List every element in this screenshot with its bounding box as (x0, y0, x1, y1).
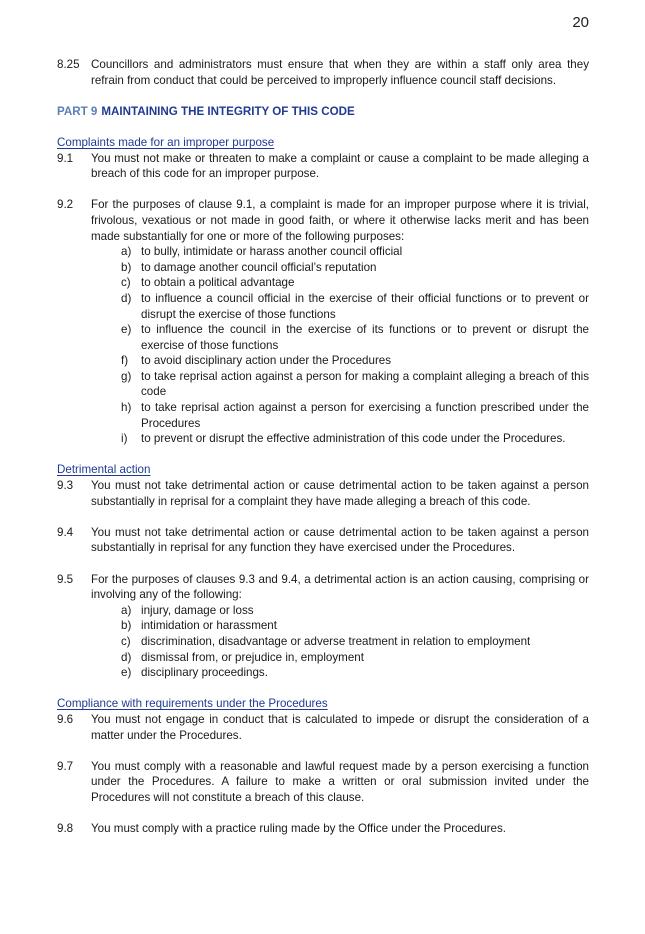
list-item (57, 322, 589, 353)
part-heading (57, 104, 589, 120)
clause-9-6 (57, 712, 589, 743)
list-item (57, 244, 589, 260)
clause-9-2 (57, 197, 589, 244)
clause-number: 9.5 (57, 572, 74, 586)
clause-number: 9.2 (57, 198, 74, 212)
clause-9-5 (57, 572, 589, 603)
section-heading-detrimental: Detrimental action (57, 463, 151, 477)
list-text: disciplinary proceedings. (141, 666, 268, 680)
clause-number: 9.1 (57, 151, 74, 165)
clause-9-7 (57, 759, 589, 806)
clause-text: Councillors and administrators must ensure that when they are within a staff only area they refrain from conduct that could be perceived to improperly influence council staff decisions. (91, 58, 589, 87)
part-title: MAINTAINING THE INTEGRITY OF THIS CODE (101, 104, 355, 118)
list-text: intimidation or harassment (141, 619, 277, 633)
clause-number: 9.4 (57, 525, 74, 539)
clause-text: You must not make or threaten to make a complaint or cause a complaint to be made alleging a breach of this code for an improper purpose. (91, 151, 589, 181)
list-letter: h) (121, 401, 132, 415)
list-letter: d) (121, 650, 132, 664)
list-letter: g) (121, 369, 132, 383)
list-item (57, 400, 589, 431)
part-label: PART 9 (57, 104, 98, 118)
clause-9-3 (57, 478, 589, 509)
list-text: to influence the council in the exercise of its functions or to prevent or disrupt the exercise of those functions (141, 323, 589, 352)
list-item (57, 431, 589, 447)
list-item (57, 603, 589, 619)
list-item (57, 650, 589, 666)
list-item (57, 618, 589, 634)
list-letter: c) (121, 634, 131, 648)
clause-text: You must comply with a reasonable and lawful request made by a person exercising a function under the Procedures. A failure to make a written or oral submission invited under the Procedures will not constitute a breach of this clause. (91, 759, 589, 804)
list-item (57, 665, 589, 681)
list-letter: b) (121, 619, 132, 633)
clause-9-4 (57, 525, 589, 556)
clause-text: You must not take detrimental action or cause detrimental action to be taken against a person substantially in reprisal for a complaint they have made alleging a breach of this code. (91, 479, 589, 508)
list-item (57, 291, 589, 322)
list-text: to take reprisal action against a person for exercising a function prescribed under the Procedures (141, 401, 589, 430)
list-text: to prevent or disrupt the effective administration of this code under the Procedures. (141, 432, 566, 446)
clause-text: You must not take detrimental action or cause detrimental action to be taken against a person substantially in reprisal for any function they have exercised under the Procedures. (91, 525, 589, 555)
clause-9-1 (57, 151, 589, 182)
list-letter: e) (121, 666, 132, 680)
list-text: to influence a council official in the exercise of their official functions or to prevent or disrupt the exercise of those functions (141, 291, 589, 321)
clause-number: 9.8 (57, 822, 74, 836)
list-item (57, 369, 589, 400)
clause-9-8 (57, 821, 589, 837)
page-content (57, 57, 589, 837)
list-text: injury, damage or loss (141, 603, 254, 617)
clause-text: For the purposes of clause 9.1, a complaint is made for an improper purpose where it is trivial, frivolous, vexatious or not made in good faith, or where it otherwise lacks merit and has been made substantially for one or more of the following purposes: (91, 198, 589, 243)
clause-number: 8.25 (57, 58, 80, 71)
list-text: to take reprisal action against a person for making a complaint alleging a breach of this code (141, 369, 589, 399)
clause-text: You must comply with a practice ruling made by the Office under the Procedures. (91, 822, 507, 836)
list-text: to avoid disciplinary action under the Procedures (141, 354, 392, 368)
list-letter: a) (121, 245, 132, 259)
list-text: to bully, intimidate or harass another council official (141, 245, 403, 259)
list-letter: d) (121, 291, 132, 305)
list-item (57, 353, 589, 369)
section-heading-compliance: Compliance with requirements under the Procedures (57, 697, 328, 711)
list-text: dismissal from, or prejudice in, employment (141, 650, 364, 664)
clause-number: 9.3 (57, 479, 74, 493)
clause-8-25 (57, 57, 589, 88)
list-letter: c) (121, 276, 131, 290)
list-letter: e) (121, 323, 132, 337)
list-letter: i) (121, 432, 128, 446)
clause-9-2-list (57, 244, 589, 447)
list-text: to damage another council official’s reputation (141, 260, 377, 274)
list-item (57, 260, 589, 276)
clause-text: For the purposes of clauses 9.3 and 9.4, a detrimental action is an action causing, comprising or involving any of the following: (91, 572, 589, 602)
list-text: discrimination, disadvantage or adverse treatment in relation to employment (141, 634, 531, 648)
section-heading-complaints: Complaints made for an improper purpose (57, 135, 275, 149)
clause-number: 9.7 (57, 759, 74, 773)
list-letter: f) (121, 354, 129, 368)
list-letter: b) (121, 260, 132, 274)
clause-text: You must not engage in conduct that is calculated to impede or disrupt the consideration of a matter under the Procedures. (91, 712, 589, 742)
list-item (57, 634, 589, 650)
list-text: to obtain a political advantage (141, 276, 295, 290)
clause-9-5-list (57, 603, 589, 681)
list-letter: a) (121, 603, 132, 617)
clause-number: 9.6 (57, 712, 74, 726)
list-item (57, 275, 589, 291)
page-number: 20 (572, 14, 589, 31)
